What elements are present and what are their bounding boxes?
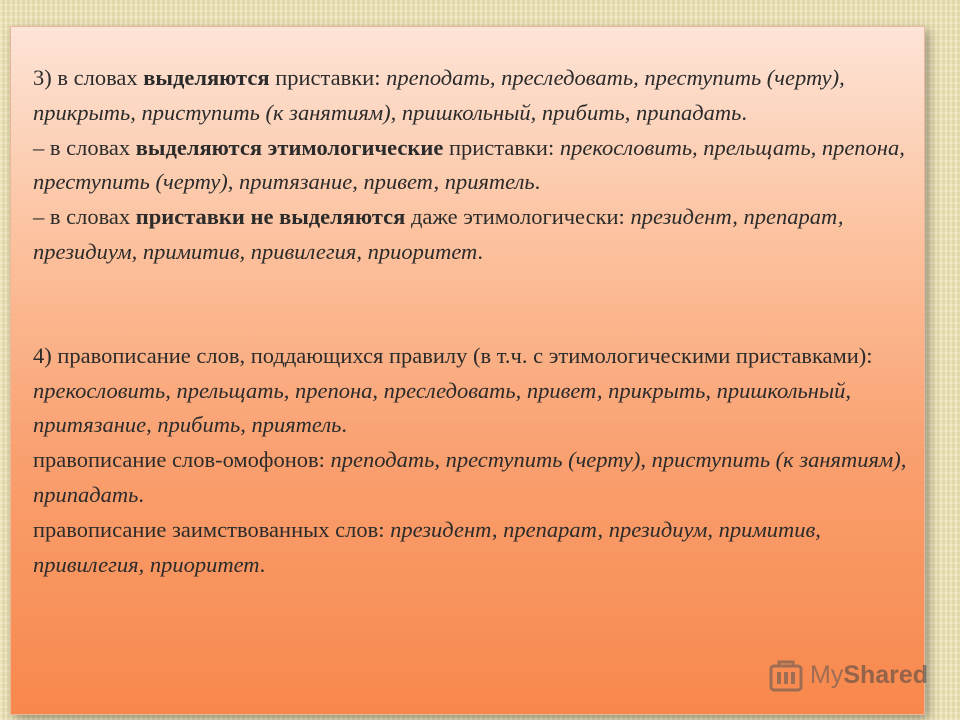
italic-examples: президент, препарат, президиум, примитив, привилегия, приоритет <box>33 516 821 577</box>
italic-examples: прекословить, прельщать, препона, преступить (черту), притязание, привет, приятель <box>33 134 905 195</box>
text-span: . <box>534 169 541 195</box>
text-span: приставки: <box>269 65 387 90</box>
bold-span: выделяются <box>143 65 270 90</box>
text-span: правописание слов-омофонов: <box>33 447 331 473</box>
text-span: . <box>341 412 348 438</box>
italic-examples: прекословить, прельщать, препона, преследовать, привет, прикрыть, пришкольный, притязание, прибить, приятель <box>33 377 852 438</box>
text-span: – в словах <box>33 204 136 230</box>
paragraph-3b <box>33 131 923 201</box>
logo-text-shared: Shared <box>843 660 929 689</box>
logo-text <box>810 661 928 690</box>
logo-text-my: My <box>810 660 844 689</box>
text-span: 3) в словах <box>33 65 144 90</box>
bold-span: приставки не выделяются <box>135 204 406 230</box>
text-span: . <box>741 99 747 125</box>
text-span: . <box>477 238 483 264</box>
text-span: даже этимологически: <box>405 204 631 230</box>
slide-panel <box>10 26 925 715</box>
bold-span: выделяются этимологические <box>135 134 444 160</box>
italic-examples: президент, препарат, президиум, примитив, привилегия, приоритет <box>33 204 844 264</box>
text-span: . <box>138 481 144 507</box>
text-span: правописание заимствованных слов: <box>33 516 391 542</box>
myshared-logo <box>768 655 928 695</box>
text-span: приставки: <box>443 134 560 160</box>
text-span: – в словах <box>33 134 136 160</box>
italic-examples: преподать, преследовать, преступить (черту), прикрыть, приступить (к занятиям), пришкольный, прибить, припадать <box>33 65 845 125</box>
spacer <box>33 270 923 339</box>
text-span: . <box>259 551 266 577</box>
mysharedlogo-icon <box>768 657 804 693</box>
paragraph-6 <box>33 513 923 583</box>
paragraph-3 <box>33 61 923 131</box>
paragraph-4 <box>33 339 923 443</box>
paragraph-3c <box>33 200 923 270</box>
italic-examples: преподать, преступить (черту), приступить (к занятиям), припадать <box>33 447 907 507</box>
slide-text <box>33 61 923 582</box>
text-span: 4) правописание слов, поддающихся правилу (в т.ч. с этимологическими приставками): <box>33 342 873 368</box>
paragraph-5 <box>33 443 923 513</box>
